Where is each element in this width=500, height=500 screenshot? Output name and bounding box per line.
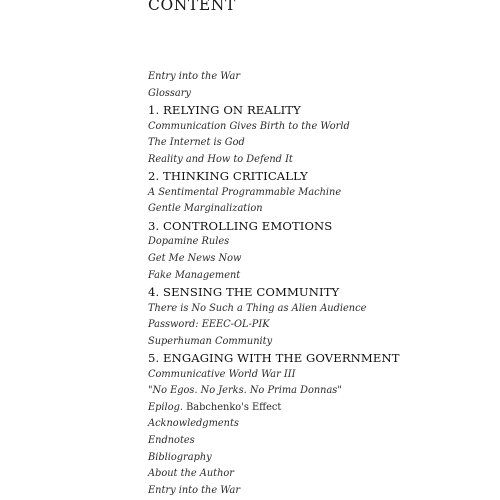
- toc-chapter-3[interactable]: 3. CONTROLLING EMOTIONS: [148, 218, 333, 233]
- toc-entry-glossary[interactable]: Glossary: [148, 87, 191, 99]
- toc-entry-password[interactable]: Password: EEEC-OL-PIK: [148, 319, 270, 331]
- toc-entry-sentimental-programmable-machine[interactable]: A Sentimental Programmable Machine: [148, 186, 342, 198]
- toc-entry-no-egos[interactable]: "No Egos. No Jerks. No Prima Donnas": [148, 385, 342, 397]
- toc-entry-reality-and-how-to-defend-it[interactable]: Reality and How to Defend It: [148, 153, 293, 165]
- toc-entry-acknowledgments[interactable]: Acknowledgments: [148, 418, 239, 430]
- table-of-contents: [148, 69, 478, 499]
- toc-chapter-4[interactable]: 4. SENSING THE COMMUNITY: [148, 285, 340, 300]
- toc-entry-entry-into-the-war-repeat[interactable]: Entry into the War: [148, 484, 241, 496]
- toc-entry-communication-gives-birth[interactable]: Communication Gives Birth to the World: [148, 120, 350, 132]
- toc-entry-endnotes[interactable]: Endnotes: [148, 435, 195, 447]
- toc-entry-bibliography[interactable]: Bibliography: [148, 451, 212, 463]
- toc-entry-gentle-marginalization[interactable]: Gentle Marginalization: [148, 203, 263, 215]
- toc-entry-communicative-world-war[interactable]: Communicative World War III: [148, 368, 296, 380]
- toc-entry-about-the-author[interactable]: About the Author: [148, 468, 234, 480]
- toc-entry-epilog[interactable]: [148, 400, 478, 417]
- epilog-title: Babchenko's Effect: [182, 401, 282, 413]
- page-title: CONTENT: [148, 0, 236, 14]
- toc-entry-get-me-news-now[interactable]: Get Me News Now: [148, 253, 242, 265]
- toc-entry-fake-management[interactable]: Fake Management: [148, 269, 241, 281]
- toc-entry-internet-is-god[interactable]: The Internet is God: [148, 137, 245, 149]
- toc-entry-alien-audience[interactable]: There is No Such a Thing as Alien Audience: [148, 302, 367, 314]
- toc-chapter-5[interactable]: 5. ENGAGING WITH THE GOVERNMENT: [148, 351, 400, 366]
- toc-chapter-2[interactable]: 2. THINKING CRITICALLY: [148, 169, 308, 184]
- toc-chapter-1[interactable]: 1. RELYING ON REALITY: [148, 103, 301, 118]
- epilog-label: Epilog.: [148, 401, 183, 413]
- toc-entry-dopamine-rules[interactable]: Dopamine Rules: [148, 236, 230, 248]
- toc-entry-superhuman-community[interactable]: Superhuman Community: [148, 335, 273, 347]
- toc-entry-entry-into-the-war[interactable]: Entry into the War: [148, 71, 241, 82]
